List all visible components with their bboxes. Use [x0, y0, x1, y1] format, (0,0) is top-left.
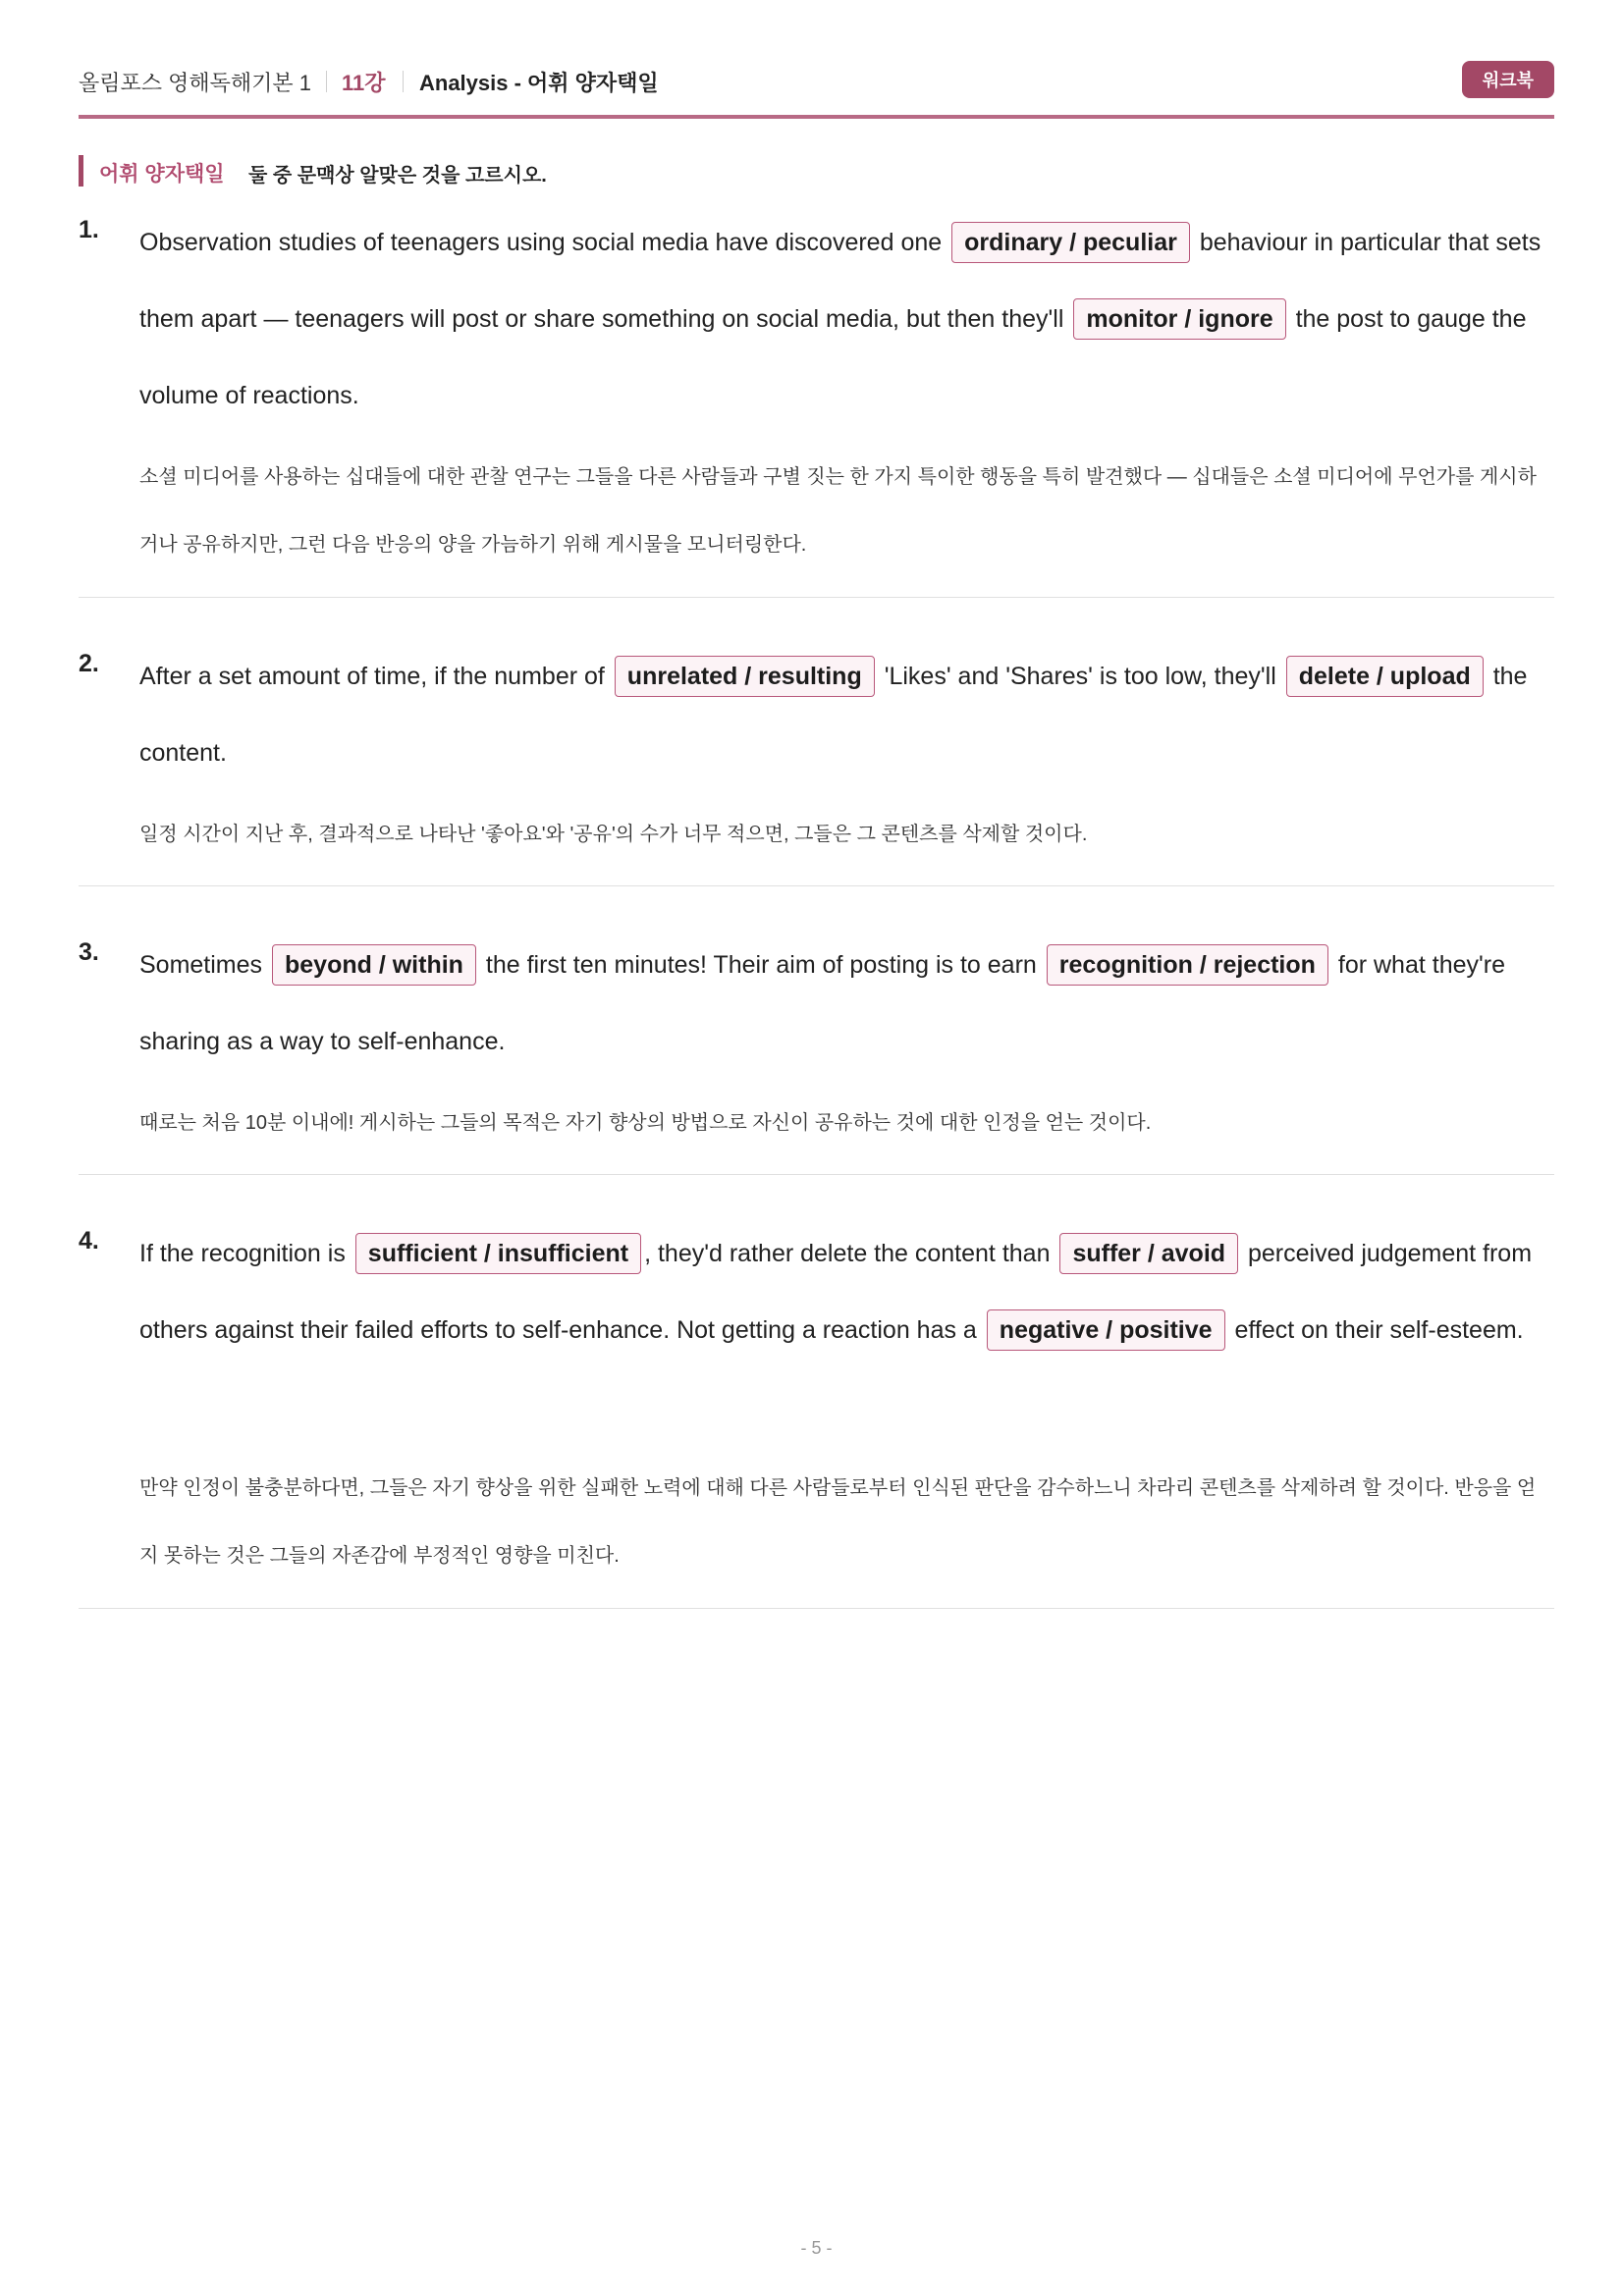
vocab-choice-box[interactable]: recognition / rejection — [1047, 944, 1328, 986]
question-text: effect on their self-esteem. — [1234, 1316, 1524, 1344]
vocab-choice-box[interactable]: negative / positive — [987, 1309, 1225, 1351]
question-text: the post to gauge the volume of reactions. — [139, 305, 1527, 409]
question-text: for what they're sharing as a way to self-enhance. — [139, 951, 1506, 1055]
question-text: If the recognition is — [139, 1240, 346, 1267]
vocab-choice-box[interactable]: unrelated / resulting — [615, 656, 875, 697]
vocab-choice-box[interactable]: beyond / within — [272, 944, 476, 986]
header-divider — [326, 71, 327, 92]
question-text: , they'd rather delete the content than — [644, 1240, 1051, 1267]
question-english — [139, 204, 1554, 434]
instruction-label: 어휘 양자택일 — [99, 163, 225, 186]
question-number: 1. — [79, 216, 99, 243]
vocab-choice-box[interactable]: ordinary / peculiar — [951, 222, 1190, 263]
question-text: 'Likes' and 'Shares' is too low, they'll — [884, 663, 1276, 690]
instruction-accent-bar — [79, 155, 83, 187]
question-number: 2. — [79, 650, 99, 677]
header-rule — [79, 115, 1554, 119]
vocab-choice-box[interactable]: suffer / avoid — [1059, 1233, 1238, 1274]
question-english — [139, 638, 1554, 791]
question-text: Sometimes — [139, 951, 263, 979]
korean-translation: 소셜 미디어를 사용하는 십대들에 대한 관찰 연구는 그들을 다른 사람들과 구별 짓는 한 가지 특이한 행동을 특히 발견했다 — 십대들은 소셜 미디어에 무언가를 게시하거나 공유하지만, 그런 다음 반응의 양을 가늠하기 위해 게시물을 모니터링한다. — [139, 466, 1537, 556]
question-text: perceived judgement from others against their failed efforts to self-enhance. Not getting a reaction has a — [139, 1240, 1533, 1344]
question-english — [139, 927, 1554, 1080]
instruction-text: 둘 중 문맥상 알맞은 것을 고르시오. — [248, 165, 547, 187]
question-text: the content. — [139, 663, 1528, 767]
workbook-badge: 워크북 — [1462, 61, 1554, 98]
lesson-number: 11강 — [342, 71, 386, 95]
question-number: 4. — [79, 1227, 99, 1255]
question-text: After a set amount of time, if the number of — [139, 663, 605, 690]
vocab-choice-box[interactable]: delete / upload — [1286, 656, 1484, 697]
question-text: the first ten minutes! Their aim of posting is to earn — [485, 951, 1037, 979]
korean-translation: 일정 시간이 지난 후, 결과적으로 나타난 '좋아요'와 '공유'의 수가 너무 적으면, 그들은 그 콘텐츠를 삭제할 것이다. — [139, 824, 1088, 845]
korean-translation: 만약 인정이 불충분하다면, 그들은 자기 향상을 위한 실패한 노력에 대해 다른 사람들로부터 인식된 판단을 감수하느니 차라리 콘텐츠를 삭제하려 할 것이다. 반응을 얻지 못하는 것은 그들의 자존감에 부정적인 영향을 미친다. — [139, 1477, 1537, 1567]
section-title: Analysis - 어휘 양자택일 — [419, 71, 659, 95]
page-number: - 5 - — [800, 2238, 833, 2258]
korean-translation: 때로는 처음 10분 이내에! 게시하는 그들의 목적은 자기 향상의 방법으로 자신이 공유하는 것에 대한 인정을 얻는 것이다. — [139, 1112, 1152, 1134]
question-english — [139, 1215, 1554, 1368]
section-divider — [79, 1608, 1554, 1609]
header-divider — [403, 71, 404, 92]
vocab-choice-box[interactable]: monitor / ignore — [1073, 298, 1285, 340]
vocab-choice-box[interactable]: sufficient / insufficient — [355, 1233, 641, 1274]
section-divider — [79, 597, 1554, 598]
question-text: behaviour in particular that sets them apart — teenagers will post or share something on social media, but then they'll — [139, 229, 1542, 333]
page-header — [79, 61, 1554, 104]
question-text: Observation studies of teenagers using social media have discovered one — [139, 229, 943, 256]
question-number: 3. — [79, 938, 99, 966]
section-divider — [79, 1174, 1554, 1175]
book-title: 올림포스 영해독해기본 1 — [79, 71, 311, 95]
section-divider — [79, 885, 1554, 886]
workbook-page — [79, 0, 1554, 2296]
